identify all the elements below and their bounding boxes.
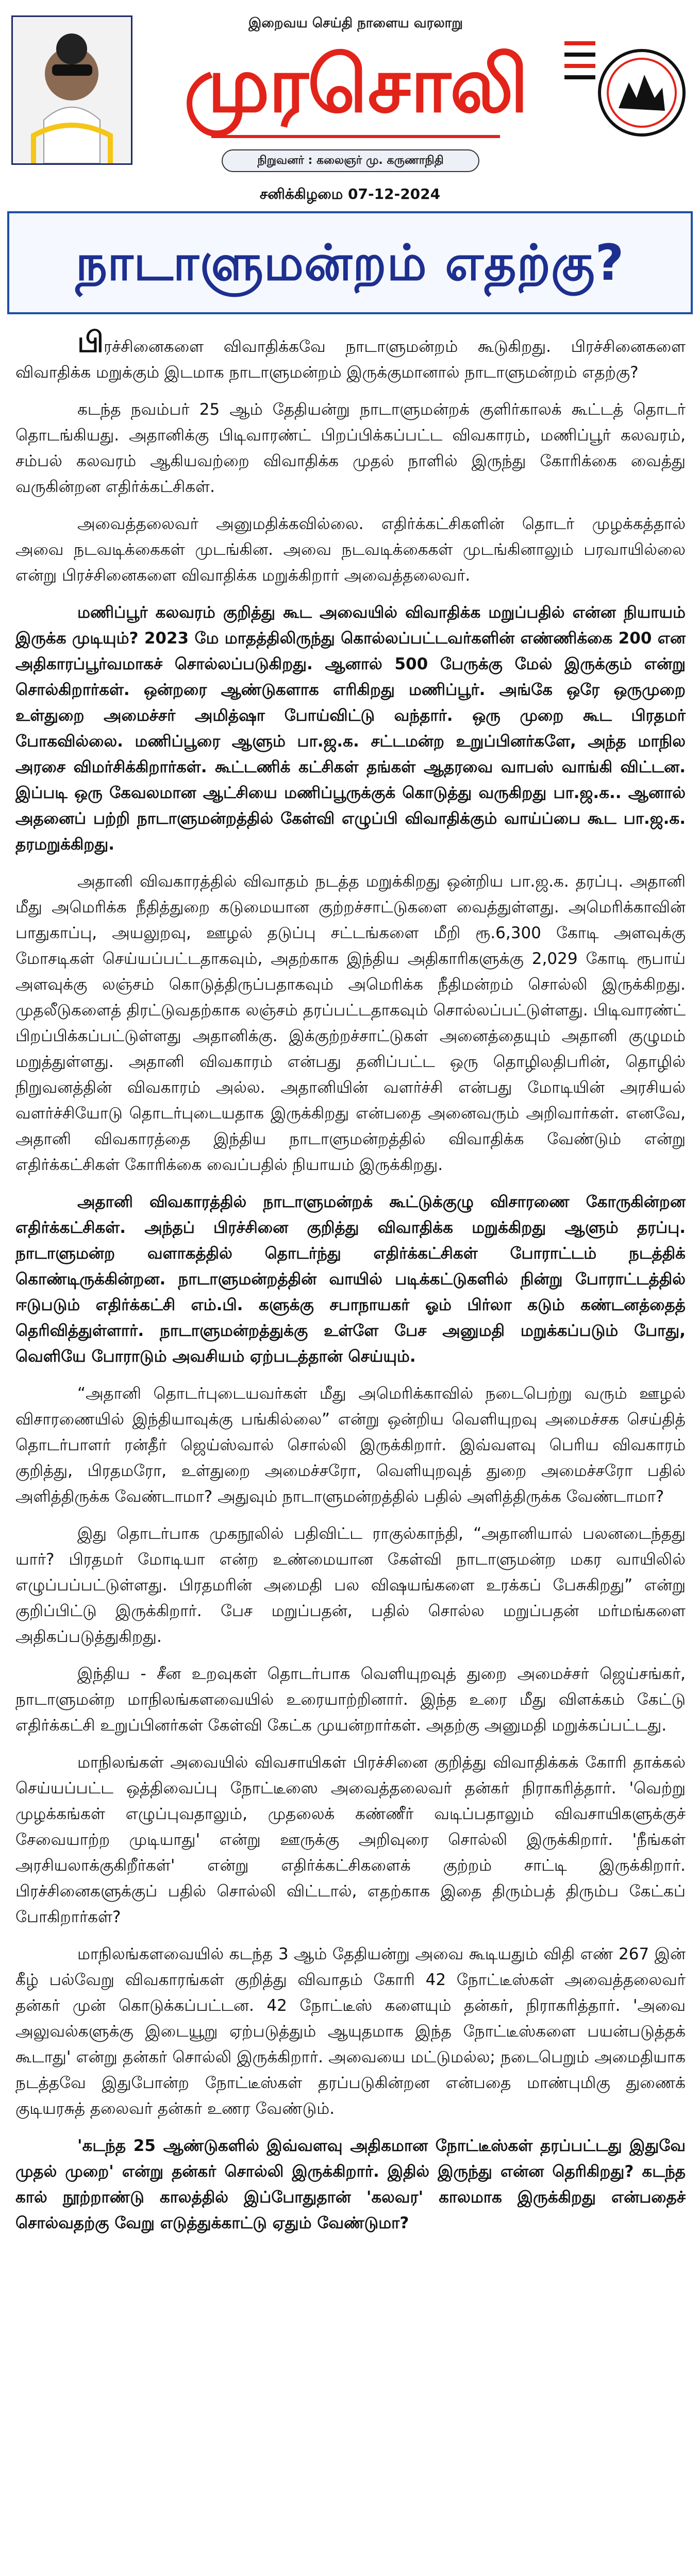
- masthead: [0, 0, 700, 211]
- drop-cap: பி: [77, 326, 104, 359]
- paragraph-6: அதானி விவகாரத்தில் நாடாளுமன்றக் கூட்டுக்குழு விசாரணை கோருகின்றன எதிர்க்கட்சிகள். அந்தப் பிரச்சினை குறித்து விவாதிக்க மறுக்கிறது ஆளும் தரப்பு. நாடாளுமன்ற வளாகத்தில் தொடர்ந்து எதிர்க்கட்சிகள் போராட்டம் நடத்திக் கொண்டிருக்கின்றன. நாடாளுமன்றத்தின் வாயில் படிக்கட்டுகளில் நின்று போராட்டத்தில் ஈடுபடும் எதிர்க்கட்சி எம்.பி. களுக்கு சபாநாயகர் ஓம் பிர்லா கடும் கண்டனத்தைத் தெரிவித்துள்ளார். நாடாளுமன்றத்துக்கு உள்ளே பேச அனுமதி மறுக்கப்படும் போது, வெளியே போராடும் அவசியம் ஏற்படத்தான் செய்யும்.: [15, 1193, 686, 1366]
- party-seal: [559, 21, 688, 155]
- paragraph-9: இந்திய - சீன உறவுகள் தொடர்பாக வெளியுறவுத் துறை அமைச்சர் ஜெய்சங்கர், நாடாளுமன்ற மாநிலங்களவையில் உரையாற்றினார். இந்த உரை மீது விளக்கம் கேட்டு எதிர்க்கட்சி உறுப்பினர்கள் கேள்வி கேட்க முயன்றார்கள். அதற்கு அனுமதி மறுக்கப்பட்டது.: [15, 1665, 686, 1735]
- editorial-body: [15, 326, 686, 2247]
- paragraph-12: 'கடந்த 25 ஆண்டுகளில் இவ்வளவு அதிகமான நோட்டீஸ்கள் தரப்பட்டது இதுவே முதல் முறை' என்று தன்கர் சொல்லி இருக்கிறார். இதில் இருந்து என்ன தெரிகிறது? கடந்த கால் நூற்றாண்டு காலத்தில் இப்போதுதான் 'கலவர' காலமாக இருக்கிறது என்பதைச் சொல்வதற்கு வேறு எடுத்துக்காட்டு ஏதும் வேண்டுமா?: [15, 2137, 686, 2232]
- headline-box: [7, 211, 693, 314]
- founder-portrait: [11, 15, 132, 165]
- paragraph-7: “அதானி தொடர்புடையவர்கள் மீது அமெரிக்காவில் நடைபெற்று வரும் ஊழல் விசாரணையில் இந்தியாவுக்கு பங்கில்லை” என்று ஒன்றிய வெளியுறவு அமைச்சக செய்தித் தொடர்பாளர் ரன்தீர் ஜெய்ஸ்வால் சொல்லி இருக்கிறார். இவ்வளவு பெரிய விவகாரம் குறித்து, பிரதமரோ, உள்துறை அமைச்சரோ, வெளியுறவுத் துறை அமைச்சரோ பதில் அளித்திருக்க வேண்டாமா? அதுவும் நாடாளுமன்றத்தில் பதில் அளித்திருக்க வேண்டாமா?: [15, 1384, 686, 1506]
- paragraph-4: மணிப்பூர் கலவரம் குறித்து கூட அவையில் விவாதிக்க மறுப்பதில் என்ன நியாயம் இருக்க முடியும்? 2023 மே மாதத்திலிருந்து கொல்லப்பட்டவர்களின் எண்ணிக்கை 200 என அதிகாரப்பூர்வமாகச் சொல்லப்படுகிறது. ஆனால் 500 பேருக்கு மேல் இருக்கும் என்று சொல்கிறார்கள். ஒன்றரை ஆண்டுகளாக எரிகிறது மணிப்பூர். அங்கே ஒரே ஒருமுறை உள்துறை அமைச்சர் அமித்ஷா போய்விட்டு வந்தார். ஒரு முறை கூட பிரதமர் போகவில்லை. மணிப்பூரை ஆளும் பா.ஜ.க. சட்டமன்ற உறுப்பினர்களே, அந்த மாநில அரசை விமர்சிக்கிறார்கள். கூட்டணிக் கட்சிகள் தங்கள் ஆதரவை வாபஸ் வாங்கி விட்டன. இப்படி ஒரு கேவலமான ஆட்சியை மணிப்பூருக்குக் கொடுத்து வருகிறது பா.ஜ.க.. ஆனால் அதனைப் பற்றி நாடாளுமன்றத்தில் கேள்வி எழுப்பி விவாதிக்கும் வாய்ப்பை கூட பா.ஜ.க. தரமறுக்கிறது.: [15, 603, 686, 854]
- paragraph-8: இது தொடர்பாக முகநூலில் பதிவிட்ட ராகுல்காந்தி, “அதானியால் பலனடைந்தது யார்? பிரதமர் மோடியா என்ற உண்மையான கேள்வி நாடாளுமன்ற மகர வாயிலில் எழுப்பப்பட்டுள்ளது. பிரதமரின் அமைதி பல விஷயங்களை உரக்கப் பேசுகிறது” என்று குறிப்பிட்டு இருக்கிறார். பேச மறுப்பதன், பதில் சொல்ல மறுப்பதன் மர்மங்களை அதிகப்படுத்துகிறது.: [15, 1524, 686, 1646]
- founder-portrait-illustration: [13, 17, 131, 163]
- paragraph-5: அதானி விவகாரத்தில் விவாதம் நடத்த மறுக்கிறது ஒன்றிய பா.ஜ.க. தரப்பு. அதானி மீது அமெரிக்க நீதித்துறை கடுமையான குற்றச்சாட்டுகளை வைத்துள்ளது. அமெரிக்காவின் பாதுகாப்பு, அயலுறவு, ஊழல் தடுப்பு சட்டங்களை மீறி ரூ.6,300 கோடி அளவுக்கு மோசடிகள் செய்யப்பட்டதாகவும், அதற்காக இந்திய அதிகாரிகளுக்கு 2,029 கோடி ரூபாய் அளவுக்கு லஞ்சம் கொடுத்திருப்பதாகவும் அமெரிக்க நீதிமன்றம் சொல்லி இருக்கிறது. முதலீடுகளைத் திரட்டுவதற்காக லஞ்சம் தரப்பட்டதாகவும் சொல்லப்பட்டுள்ளது. பிடிவாரண்ட் பிறப்பிக்கப்பட்டுள்ளது அதானிக்கு. இக்குற்றச்சாட்டுகள் அனைத்தையும் அதானி குழுமம் மறுத்துள்ளது. அதானி விவகாரம் என்பது தனிப்பட்ட ஒரு தொழிலதிபரின், தொழில் நிறுவனத்தின் விவகாரம் அல்ல. அதானியின் வளர்ச்சி என்பது மோடியின் அரசியல் வளர்ச்சியோடு தொடர்புடையதாக இருக்கிறது என்பதை அனைவரும் அறிவார்கள். எனவே, அதானி விவகாரத்தை இந்திய நாடாளுமன்றத்தில் விவாதிக்க வேண்டும் என்று எதிர்க்கட்சிகள் கோரிக்கை வைப்பதில் நியாயம் இருக்கிறது.: [15, 872, 686, 1174]
- paragraph-3: அவைத்தலைவர் அனுமதிக்கவில்லை. எதிர்க்கட்சிகளின் தொடர் முழக்கத்தால் அவை நடவடிக்கைகள் முடங்கின. அவை நடவடிக்கைகள் முடங்கினாலும் பரவாயில்லை என்று பிரச்சினைகளை விவாதிக்க மறுக்கிறார் அவைத்தலைவர்.: [15, 515, 686, 585]
- founder-credit: நிறுவனர் : கலைஞர் மு. கருணாநிதி: [222, 149, 479, 172]
- party-seal-icon: [559, 21, 688, 155]
- headline: நாடாளுமன்றம் எதற்கு?: [75, 234, 625, 292]
- paper-logo: முரசொலி: [184, 40, 528, 130]
- issue-date: சனிக்கிழமை 07-12-2024: [259, 185, 441, 202]
- masthead-tagline: இறைவய செய்தி நாளைய வரலாறு: [248, 15, 463, 31]
- paragraph-2: கடந்த நவம்பர் 25 ஆம் தேதியன்று நாடாளுமன்றக் குளிர்காலக் கூட்டத் தொடர் தொடங்கியது. அதானிக்கு பிடிவாரண்ட் பிறப்பிக்கப்பட்ட விவகாரம், மணிப்பூர் கலவரம், சம்பல் கலவரம் ஆகியவற்றை விவாதிக்க முதல் நாளில் இருந்து கோரிக்கை வைத்து வருகின்றன எதிர்க்கட்சிகள்.: [15, 400, 686, 496]
- paragraph-10: மாநிலங்கள் அவையில் விவசாயிகள் பிரச்சினை குறித்து விவாதிக்கக் கோரி தாக்கல் செய்யப்பட்ட ஒத்திவைப்பு நோட்டீஸை அவைத்தலைவர் தன்கர் நிராகரித்தார். 'வெற்று முழக்கங்கள் எழுப்புவதாலும், முதலைக் கண்ணீர் வடிப்பதாலும் விவசாயிகளுக்குச் சேவையாற்ற முடியாது' என்று ஊருக்கு அறிவுரை சொல்லி இருக்கிறார். 'நீங்கள் அரசியலாக்குகிறீர்கள்' என்று எதிர்க்கட்சிகளைக் குற்றம் சாட்டி இருக்கிறார். பிரச்சினைகளுக்குப் பதில் சொல்லி விட்டால், எதற்காக இதை திரும்பத் திரும்ப கேட்கப் போகிறார்கள்?: [15, 1753, 686, 1926]
- paragraph-11: மாநிலங்களவையில் கடந்த 3 ஆம் தேதியன்று அவை கூடியதும் விதி எண் 267 இன் கீழ் பல்வேறு விவகாரங்கள் குறித்து விவாதம் கோரி 42 நோட்டீஸ்கள் அவைத்தலைவர் தன்கர் முன் கொடுக்கப்பட்டன. 42 நோட்டீஸ் களையும் தன்கர், நிராகரித்தார். 'அவை அலுவல்களுக்கு இடையூறு ஏற்படுத்தும் ஆயுதமாக இந்த நோட்டீஸ்களை பயன்படுத்தக் கூடாது' என்று தன்கர் சொல்லி இருக்கிறார். அவையை மட்டுமல்ல; நடைபெறும் அமைதியாக நடத்தவே இதுபோன்ற நோட்டீஸ்கள் தரப்படுகின்றன என்பதை மாண்புமிகு துணைக் குடியரசுத் தலைவர் தன்கர் உணர வேண்டும்.: [15, 1945, 686, 2118]
- paragraph-1: பிரச்சினைகளை விவாதிக்கவே நாடாளுமன்றம் கூடுகிறது. பிரச்சினைகளை விவாதிக்க மறுக்கும் இடமாக நாடாளுமன்றம் இருக்குமானால் நாடாளுமன்றம் எதற்கு?: [15, 326, 686, 382]
- logo-underline: [211, 135, 500, 138]
